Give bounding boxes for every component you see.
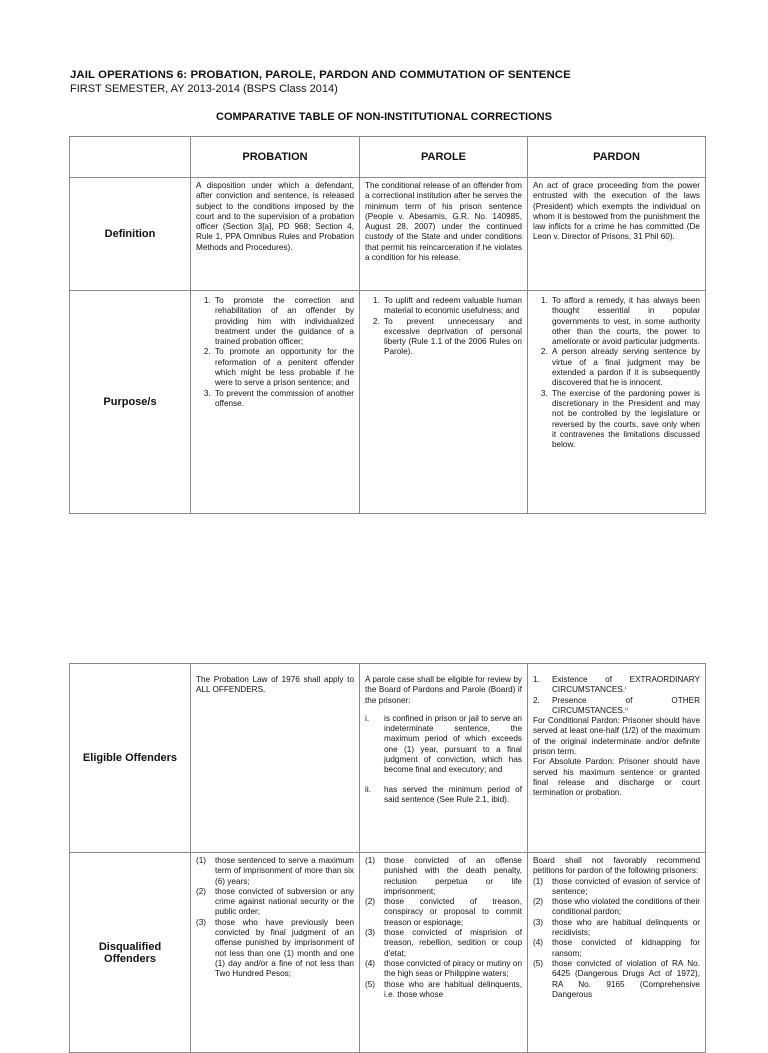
list-text: those convicted of treason, conspiracy or proposal to commit treason or espionage;: [384, 897, 522, 927]
list-marker: (1): [365, 856, 376, 865]
column-header-pardon: PARDON: [528, 137, 706, 178]
definition-row: [70, 178, 706, 291]
list-marker: i.: [365, 713, 370, 723]
list-marker: (2): [196, 886, 207, 896]
disqualified-pardon: [528, 853, 706, 1053]
list-text: those sentenced to serve a maximum term of imprisonment of more than six (6) years;: [215, 856, 354, 886]
list-item: [533, 696, 700, 717]
list-text: Existence of EXTRAORDINARY CIRCUMSTANCES.ⁱ: [552, 675, 700, 695]
table-title: COMPARATIVE TABLE OF NON-INSTITUTIONAL CORRECTIONS: [216, 111, 552, 123]
list-item: 2. A person already serving sentence by virtue of a final judgment may be extended a pardon if it is subsequently discovered that he is innocent.: [550, 347, 700, 388]
empty-header-cell: [70, 137, 191, 178]
list-text: those convicted of violation of RA No. 6425 (Dangerous Drugs Act of 1972), RA No. 9165 (Comprehensive Dangerous: [552, 958, 700, 999]
row-label-eligible: Eligible Offenders: [70, 664, 191, 853]
list-item: [533, 938, 700, 959]
disqualified-parole: [360, 853, 528, 1053]
list-text: those convicted of piracy or mutiny on the high seas or Philippine waters;: [384, 958, 522, 979]
list-marker: 2.: [533, 695, 540, 705]
purpose-pardon: [528, 291, 706, 514]
purpose-probation: [191, 291, 360, 514]
purpose-parole: [360, 291, 528, 514]
eligible-row: [70, 664, 706, 853]
list-item: [533, 897, 700, 918]
list-item: 3. To prevent the commission of another offense.: [213, 389, 354, 410]
eligible-parole-list: [365, 714, 522, 805]
list-marker: (2): [533, 897, 544, 907]
list-text: those convicted of an offense punished with the death penalty, reclusion perpetua or life imprisonment;: [384, 856, 522, 896]
list-item: [196, 856, 354, 887]
column-header-probation: PROBATION: [191, 137, 360, 178]
eligible-probation: [191, 664, 360, 853]
disqualified-pardon-list: [533, 877, 700, 1001]
list-item: 1. To promote the correction and rehabilitation of an offender by providing him with individualized treatment under the guidance of a trained probation officer;: [213, 296, 354, 347]
list-text: those convicted of kidnapping for ransom;: [552, 938, 700, 958]
list-item: [533, 675, 700, 696]
definition-pardon: [528, 178, 706, 291]
definition-probation-text: A disposition under which a defendant, after conviction and sentence, is released subject to the conditions imposed by the court and to the supervision of a probation officer (Section 3[a], PD 968; Section 4, Rule 1, PPA Omnibus Rules and Probation Methods and Procedures).: [196, 181, 354, 252]
row-label-purpose: Purpose/s: [70, 291, 191, 514]
list-text: those who are habitual delinquents or recidivists;: [552, 917, 700, 938]
list-marker: (5): [533, 958, 544, 968]
list-marker: (4): [365, 958, 376, 968]
row-label-disqualified: Disqualified Offenders: [70, 853, 191, 1053]
conditional-pardon-text: For Conditional Pardon: Prisoner should have served at least one-half (1/2) of the maximum of the original indeterminate and/or definite prison term.: [533, 716, 700, 757]
purpose-row: [70, 291, 706, 514]
list-item: [365, 856, 522, 897]
list-item: [196, 918, 354, 980]
list-marker: 1.: [533, 675, 540, 684]
purpose-pardon-list: [533, 296, 700, 450]
semester-line: FIRST SEMESTER, AY 2013-2014 (BSPS Class 2014): [70, 83, 338, 95]
disqualified-probation-list: [196, 856, 354, 980]
list-marker: (5): [365, 979, 376, 989]
list-marker: ii.: [365, 784, 371, 794]
list-marker: (2): [365, 897, 376, 907]
list-item: 2. To promote an opportunity for the reformation of a penitent offender which might be less probable if he were to serve a prison sentence; and: [213, 347, 354, 388]
list-item: [365, 714, 522, 776]
list-item: [365, 897, 522, 928]
list-item: 1. To uplift and redeem valuable human material to economic usefulness; and: [382, 296, 522, 317]
list-marker: (3): [365, 928, 376, 938]
purpose-parole-list: [365, 296, 522, 358]
definition-pardon-text: An act of grace proceeding from the power entrusted with the execution of the laws (President) which exempts the individual on whom it is bestowed from the punishment the law inflicts for a crime he has committed (De Leon v. Director of Prisons, 31 Phil 60).: [533, 181, 700, 242]
eligible-pardon: [528, 664, 706, 853]
row-label-definition: Definition: [70, 178, 191, 291]
eligible-pardon-list: [533, 675, 700, 716]
list-item: 2. To prevent unnecessary and excessive deprivation of personal liberty (Rule 1.1 of the 2006 Rules on Parole).: [382, 317, 522, 358]
list-marker: (4): [533, 938, 544, 948]
list-text: is confined in prison or jail to serve an indeterminate sentence, the maximum period of which exceeds one (1) year, pursuant to a final judgment of conviction, which has become final and executory; and: [384, 713, 522, 775]
list-item: [533, 918, 700, 939]
list-item: [365, 980, 522, 1001]
list-text: Presence of OTHER CIRCUMSTANCES.ⁱⁱ: [552, 695, 700, 715]
disqualified-probation: [191, 853, 360, 1053]
absolute-pardon-text: For Absolute Pardon: Prisoner should have served his maximum sentence or granted final release and discharge or court termination or probation.: [533, 757, 700, 798]
eligible-parole: [360, 664, 528, 853]
purpose-probation-list: [196, 296, 354, 409]
eligible-probation-text: The Probation Law of 1976 shall apply to ALL OFFENDERS.: [196, 675, 354, 695]
definition-probation: [191, 178, 360, 291]
definition-parole: [360, 178, 528, 291]
list-item: [365, 959, 522, 980]
list-item: 3. The exercise of the pardoning power is discretionary in the President and may not be controlled by the legislature or reversed by the courts, save only when it contravenes the limitations discussed below.: [550, 389, 700, 451]
header-row: [70, 137, 706, 178]
column-header-parole: PAROLE: [360, 137, 528, 178]
list-text: those who violated the conditions of their conditional pardon;: [552, 897, 700, 917]
list-item: [365, 928, 522, 959]
list-marker: (1): [533, 876, 544, 886]
list-item: 1. To afford a remedy, it has always been thought essential in popular governments to vest, in some authority other than the courts, the power to ameliorate or avoid particular judgments.: [550, 296, 700, 347]
list-text: those convicted of misprision of treason, rebellion, sedition or coup d'etat;: [384, 928, 522, 958]
list-item: [533, 877, 700, 898]
list-text: those convicted of subversion or any crime against national security or the public order;: [215, 886, 354, 917]
list-item: [196, 887, 354, 918]
comparative-table-1: [69, 136, 706, 514]
list-marker: (3): [533, 917, 544, 927]
list-text: those convicted of evasion of service of sentence;: [552, 876, 700, 896]
definition-parole-text: The conditional release of an offender from a correctional institution after he serves the minimum term of his prison sentence (People v. Abesamis, G.R. No. 140985, August 28, 2007) under the continued custody of the State and under conditions that permit his reincarceration if he violates a condition for his release.: [365, 181, 522, 263]
list-text: those who are habitual delinquents, i.e. those whose: [384, 979, 522, 999]
document-title: JAIL OPERATIONS 6: PROBATION, PAROLE, PARDON AND COMMUTATION OF SENTENCE: [70, 69, 571, 81]
eligible-parole-intro: A parole case shall be eligible for review by the Board of Pardons and Parole (Board) if the prisoner:: [365, 675, 522, 705]
list-marker: (3): [196, 917, 207, 927]
disqualified-row: [70, 853, 706, 1053]
disqualified-pardon-intro: Board shall not favorably recommend petitions for pardon of the following prisoners:: [533, 856, 700, 876]
list-item: [365, 785, 522, 806]
comparative-table-2: [69, 663, 706, 1053]
list-marker: (1): [196, 856, 207, 865]
disqualified-parole-list: [365, 856, 522, 1000]
list-text: those who have previously been convicted by final judgment of an offense punished by imprisonment of not less than one (1) month and one (1) day and/or a fine of not less than Two Hundred Pesos;: [215, 917, 354, 979]
list-item: [533, 959, 700, 1000]
list-text: has served the minimum period of said sentence (See Rule 2.1, ibid).: [384, 784, 522, 804]
